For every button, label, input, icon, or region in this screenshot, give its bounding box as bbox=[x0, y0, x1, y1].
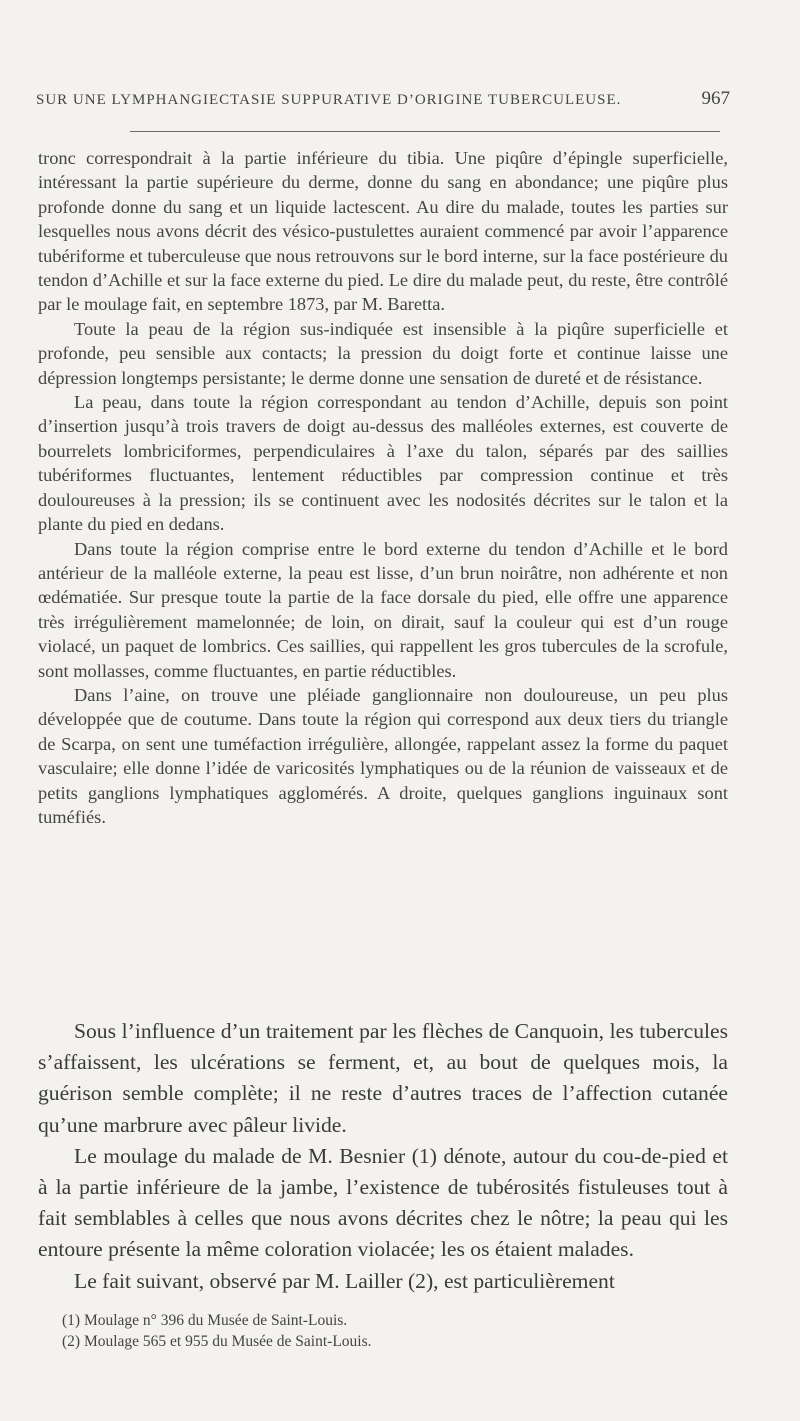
paragraph-groin: Dans l’aine, on trouve une pléiade ganglionnaire non douloureuse, un peu plus développée que de coutume. Dans toute la région qui correspond aux deux tiers du triangle de Scarpa, on sent une tuméfaction irrégulière, allongée, rappelant assez la forme du paquet vasculaire; elle donne l’idée de varicosités lymphatiques ou de la réunion de vaisseaux et de petits ganglions lymphatiques agglomérés. A droite, quelques ganglions inguinaux sont tuméfiés. bbox=[38, 684, 728, 827]
footnotes bbox=[62, 1310, 702, 1352]
paragraph-treatment: Sous l’influence d’un traitement par les flèches de Canquoin, les tubercules s’affaissent, les ulcérations se ferment, et, au bout de quelques mois, la guérison semble complète; il ne reste d’autres traces de l’affection cutanée qu’une marbrure avec pâleur livide. bbox=[38, 1019, 728, 1137]
body-text-small bbox=[38, 146, 728, 829]
paragraph-besnier: Le moulage du malade de M. Besnier (1) dénote, autour du cou-de-pied et à la partie inférieure de la jambe, l’existence de tubérosités fistuleuses tout à fait semblables à celles que nous avons décrites chez le nôtre; la peau qui les entoure présente la même coloration violacée; les os étaient malades. bbox=[38, 1143, 728, 1262]
paragraph-sensibility: Toute la peau de la région sus-indiquée est insensible à la piqûre superficielle et profonde, peu sensible aux contacts; la pression du doigt forte et continue laisse une dépression longtemps persistante; le derme donne une sensation de dureté et de résistance. bbox=[38, 318, 728, 388]
footnote-1: (1) Moulage n° 396 du Musée de Saint-Louis. bbox=[62, 1312, 348, 1329]
paragraph-continued: tronc correspondrait à la partie inférieure du tibia. Une piqûre d’épingle superficielle, intéressant la partie supérieure du derme, donne du sang en abondance; une piqûre plus profonde donne du sang et un liquide lactescent. Au dire du malade, toutes les parties sur lesquelles nous avons décrit des vésico-pustulettes auraient commencé par avoir l’apparence tubériforme et tuberculeuse que nous retrouvons sur le bord interne, sur la face postérieure du tendon d’Achille et sur la face externe du pied. Le dire du malade peut, du reste, être contrôlé par le moulage fait, en septembre 1873, par M. Baretta. bbox=[38, 148, 728, 315]
paragraph-achilles: La peau, dans toute la région correspondant au tendon d’Achille, depuis son point d’insertion jusqu’à trois travers de doigt au-dessus des malléoles externes, est couverte de bourrelets lombriciformes, perpendiculaires à l’axe du talon, séparés par des saillies tubériformes fluctuantes, lentement réductibles par compression continue et très douloureuses à la pression; ils se continuent avec les nodosités décrites sur le talon et la plante du pied en dedans. bbox=[38, 392, 728, 535]
body-text-large bbox=[38, 1016, 728, 1297]
page-number: 967 bbox=[701, 88, 730, 109]
header-rule bbox=[130, 131, 720, 132]
paragraph-malleolus: Dans toute la région comprise entre le bord externe du tendon d’Achille et le bord antérieur de la malléole externe, la peau est lisse, d’un brun noirâtre, non adhérente et non œdématiée. Sur presque toute la partie de la face dorsale du pied, elle offre une apparence très irrégulièrement mamelonnée; de loin, on dirait, sauf la couleur qui est d’un rouge violacé, un paquet de lombrics. Ces saillies, qui rappellent les gros tubercules de la scrofule, sont mollasses, comme fluctuantes, en partie réductibles. bbox=[38, 538, 728, 681]
running-head bbox=[36, 88, 740, 116]
running-title: SUR UNE LYMPHANGIECTASIE SUPPURATIVE D’ORIGINE TUBERCULEUSE. bbox=[36, 92, 622, 108]
footnote-2: (2) Moulage 565 et 955 du Musée de Saint-Louis. bbox=[62, 1333, 372, 1350]
paragraph-lailler: Le fait suivant, observé par M. Lailler (2), est particulièrement bbox=[74, 1268, 615, 1293]
